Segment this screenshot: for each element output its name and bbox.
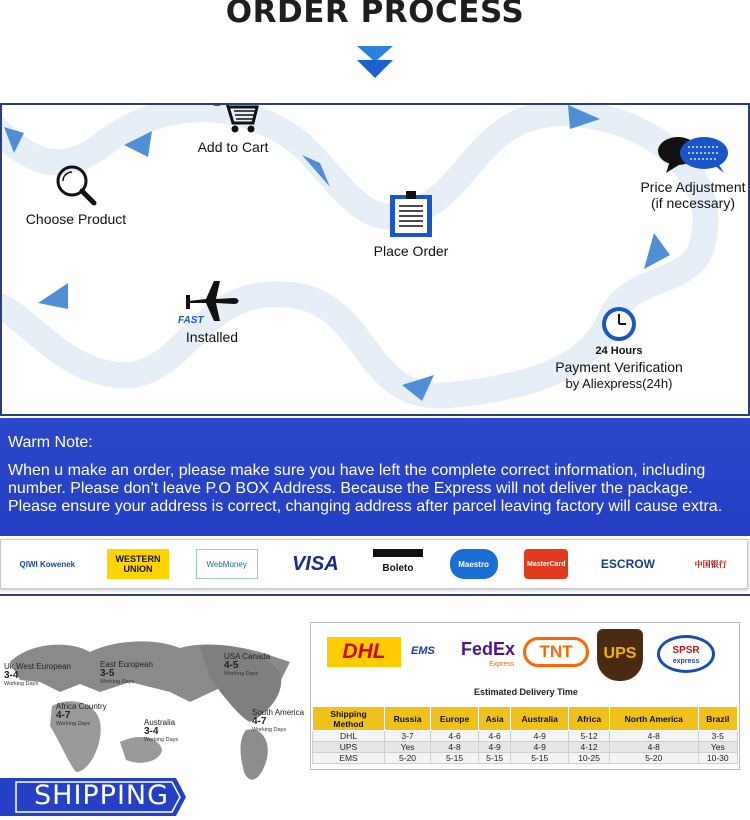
ems-logo: EMS bbox=[411, 645, 435, 657]
map-label-usa-canada: USA Canada 4-5 Working Days bbox=[224, 652, 271, 677]
table-header: Shipping Method bbox=[313, 707, 385, 731]
table-cell: 5-20 bbox=[385, 753, 431, 764]
table-header: Brazil bbox=[698, 707, 737, 731]
maestro-logo: Maestro bbox=[450, 549, 498, 579]
table-cell: 3-5 bbox=[698, 731, 737, 742]
step-add-to-cart bbox=[188, 103, 278, 155]
note-title: Warm Note: bbox=[8, 434, 93, 451]
chat-icon bbox=[656, 135, 730, 175]
map-label-south-america: South America 4-7 Working Days bbox=[252, 708, 305, 733]
delivery-time-title: Estimated Delivery Time bbox=[474, 687, 578, 697]
table-row bbox=[313, 731, 738, 742]
table-cell: 4-8 bbox=[609, 742, 698, 753]
table-cell: 3-7 bbox=[385, 731, 431, 742]
table-cell: 5-15 bbox=[479, 753, 511, 764]
arrow-icon bbox=[38, 283, 68, 309]
table-cell: 5-15 bbox=[431, 753, 479, 764]
step-label: Payment Verification bbox=[555, 359, 683, 375]
delivery-time-table bbox=[312, 706, 738, 764]
table-header: North America bbox=[609, 707, 698, 731]
step-installed bbox=[162, 279, 262, 345]
step-sublabel: by Aliexpress(24h) bbox=[565, 376, 673, 391]
qiwi-logo: QIWI Kowenek bbox=[19, 559, 76, 569]
bank-of-china-logo: 中国银行 bbox=[694, 559, 727, 569]
table-cell: 4-9 bbox=[511, 742, 569, 753]
table-header-row bbox=[313, 707, 738, 731]
shipping-title: SHIPPING bbox=[34, 780, 170, 811]
table-cell: 4-9 bbox=[479, 742, 511, 753]
step-label: Place Order bbox=[373, 243, 449, 259]
table-header: Africa bbox=[569, 707, 610, 731]
table-cell: Yes bbox=[385, 742, 431, 753]
mastercard-logo: MasterCard bbox=[524, 549, 568, 579]
page-title: ORDER PROCESS bbox=[225, 0, 525, 30]
table-cell: 10-30 bbox=[698, 753, 737, 764]
webmoney-logo: WebMoney bbox=[196, 549, 258, 579]
table-cell: 4-12 bbox=[569, 742, 610, 753]
map-label-australia: Australia 3-4 Working Days bbox=[144, 718, 179, 743]
step-label: Price Adjustment bbox=[640, 179, 746, 195]
western-union-logo: WESTERN UNION bbox=[107, 549, 169, 579]
table-header: Asia bbox=[479, 707, 511, 731]
fedex-express-label: Express bbox=[489, 661, 515, 668]
map-label-east-europe: East European 3-5 Working Days bbox=[100, 660, 153, 685]
table-cell: 10-25 bbox=[569, 753, 610, 764]
shipping-panel bbox=[0, 594, 750, 820]
step-label: Choose Product bbox=[25, 211, 127, 227]
table-row bbox=[313, 742, 738, 753]
table-header: Europe bbox=[431, 707, 479, 731]
warm-note bbox=[0, 418, 750, 536]
order-process-panel bbox=[0, 103, 750, 416]
carrier-logos bbox=[311, 627, 741, 689]
note-body: When u make an order, please make sure you have left the complete correct information, including number. Please don’t leave P.O BOX Address. Because the Express will not deliver the package. Please ensure your address is correct, changing address after parcel leaving factory will cause extra. bbox=[8, 462, 723, 515]
table-cell: 5-20 bbox=[609, 753, 698, 764]
table-header: Russia bbox=[385, 707, 431, 731]
table-cell: 4-6 bbox=[431, 731, 479, 742]
step-price-adjustment bbox=[634, 135, 750, 211]
table-cell: EMS bbox=[313, 753, 385, 764]
payment-methods-strip bbox=[0, 539, 748, 589]
shipping-badge bbox=[0, 778, 186, 816]
table-row bbox=[313, 753, 738, 764]
fedex-logo: FedEx bbox=[461, 639, 516, 659]
table-cell: 4-6 bbox=[479, 731, 511, 742]
escrow-logo: ESCROW bbox=[600, 557, 655, 571]
chevron-down-icon bbox=[355, 44, 395, 80]
step-payment-verification bbox=[548, 305, 690, 392]
table-cell: UPS bbox=[313, 742, 385, 753]
step-place-order bbox=[364, 189, 458, 259]
table-cell: 5-12 bbox=[569, 731, 610, 742]
hours-badge: 24 Hours bbox=[595, 345, 643, 357]
table-header: Australia bbox=[511, 707, 569, 731]
step-label: Installed bbox=[185, 329, 239, 345]
map-label-africa: Africa Country 4-7 Working Days bbox=[56, 702, 107, 727]
visa-logo: VISA bbox=[291, 552, 339, 575]
boleto-logo: Boleto bbox=[373, 549, 423, 579]
step-label: Add to Cart bbox=[197, 139, 269, 155]
clock-icon bbox=[600, 305, 638, 343]
cart-icon bbox=[207, 103, 259, 135]
world-map bbox=[0, 622, 300, 792]
ups-logo: UPS bbox=[597, 629, 643, 681]
table-cell: DHL bbox=[313, 731, 385, 742]
step-sublabel: (if necessary) bbox=[650, 195, 736, 211]
table-cell: 4-9 bbox=[511, 731, 569, 742]
table-cell: 5-15 bbox=[511, 753, 569, 764]
fast-badge: FAST bbox=[178, 315, 204, 326]
table-cell: 4-8 bbox=[431, 742, 479, 753]
document-icon bbox=[386, 189, 436, 239]
table-cell: Yes bbox=[698, 742, 737, 753]
tnt-logo: TNT bbox=[523, 637, 589, 667]
map-label-uk: Uk,West European 3-4 Working Days bbox=[4, 662, 71, 687]
table-cell: 4-8 bbox=[609, 731, 698, 742]
dhl-logo: DHL bbox=[327, 637, 401, 667]
spsr-logo: SPSR express bbox=[657, 635, 715, 673]
step-choose-product bbox=[16, 163, 136, 227]
search-icon bbox=[54, 163, 98, 207]
